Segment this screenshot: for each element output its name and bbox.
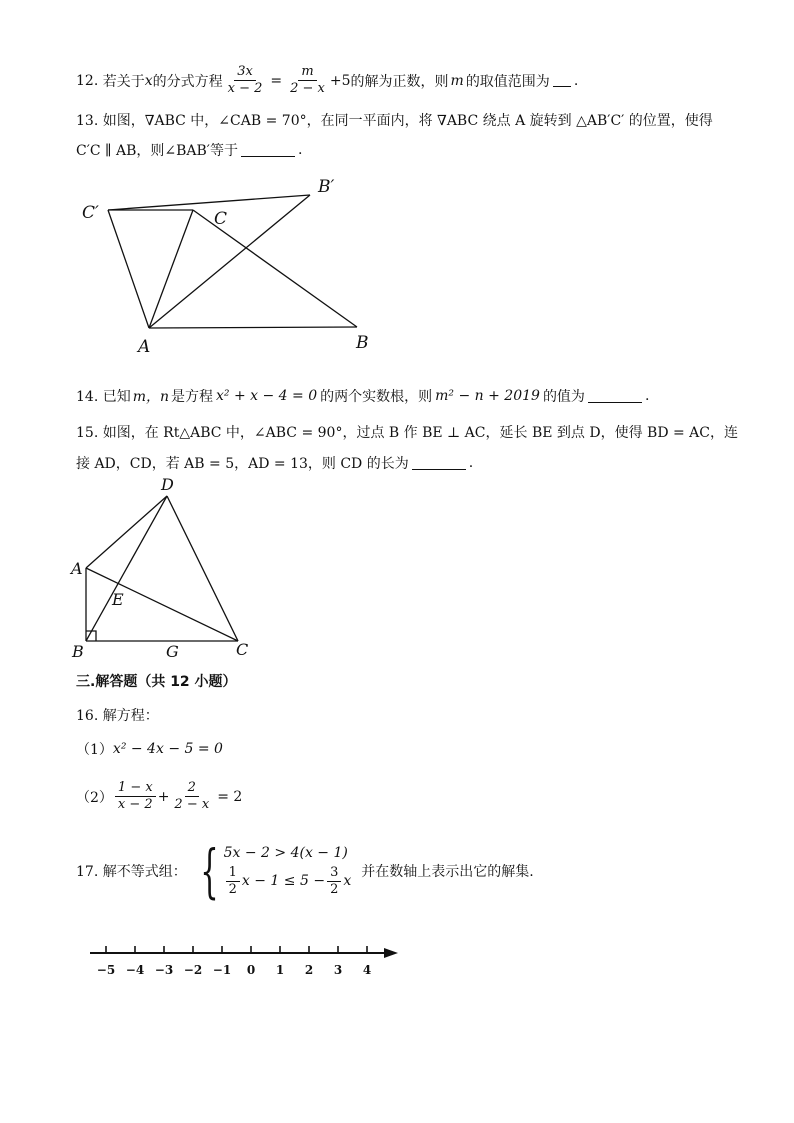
segment-cprime-bprime	[108, 195, 310, 210]
question-12	[76, 64, 578, 97]
segment-a-b	[149, 327, 357, 328]
brace-icon: {	[199, 837, 219, 905]
figure-15	[66, 474, 266, 664]
q16-p1-label: （1）	[76, 742, 113, 758]
q17-row2-f2-num: 3	[327, 865, 341, 882]
q12-var-m: m	[450, 72, 464, 89]
tick-label: −3	[154, 963, 174, 977]
q16-p2-f2-num: 2	[185, 780, 199, 797]
q17-row2-fraction-2	[327, 865, 341, 898]
segment-cprime-a	[108, 210, 149, 328]
q17-row2-mid: x − 1 ≤ 5 −	[241, 873, 326, 889]
q17-inequality-system	[191, 837, 352, 905]
q17-row2-fraction-1	[226, 865, 240, 898]
question-16	[76, 705, 159, 725]
q17-row-2	[224, 865, 352, 898]
tick-label: −4	[125, 963, 145, 977]
q12-plus5: +5	[329, 72, 351, 89]
section-3-title: 三.解答题（共 12 小题）	[76, 674, 237, 690]
label-e: E	[112, 590, 124, 609]
tick-label: −2	[183, 963, 203, 977]
q14-text-d: 的值为	[542, 389, 585, 405]
tick-label: −1	[212, 963, 232, 977]
q12-var-x: x	[144, 72, 153, 89]
q14-end: .	[644, 388, 650, 404]
q17-row2-end: x	[343, 873, 352, 889]
label-c: C	[236, 640, 249, 659]
question-14	[76, 386, 649, 406]
segment-a-d	[86, 496, 167, 568]
q17-label: 17. 解不等式组：	[76, 864, 187, 880]
q17-row2-f1-num: 1	[226, 865, 240, 882]
q12-answer-blank[interactable]	[553, 74, 571, 87]
q17-row2-f2-den: 2	[330, 881, 339, 897]
q16-p2-fraction-1	[115, 780, 156, 813]
question-15-line-2	[76, 453, 473, 473]
q12-fraction-2	[287, 64, 328, 97]
q12-end: .	[573, 72, 579, 89]
q16-p2-plus: +	[157, 788, 170, 805]
q17-text-post: 并在数轴上表示出它的解集.	[361, 864, 534, 880]
q12-text-pre: 若关于	[102, 73, 145, 90]
label-c: C	[214, 209, 228, 229]
label-g: G	[166, 642, 179, 661]
q12-fraction-1	[225, 64, 266, 97]
label-a: A	[71, 559, 83, 578]
tick-label: 1	[275, 963, 285, 977]
tick-label: 3	[333, 963, 343, 977]
q17-row-1: 5x − 2 > 4(x − 1)	[223, 844, 348, 861]
q16-p2-label: （2）	[76, 789, 113, 806]
figure-13	[70, 170, 390, 360]
q13-end: .	[297, 142, 303, 158]
q12-frac1-den: x − 2	[227, 81, 263, 96]
q16-p2-f2-den: 2 − x	[174, 797, 210, 812]
q13-answer-blank[interactable]	[241, 144, 295, 157]
arrow-right-icon	[384, 948, 398, 958]
question-13-line-1	[76, 110, 713, 130]
q14-text-a: 14. 已知	[76, 389, 131, 405]
label-b: B	[72, 642, 84, 661]
q12-text-tail: 的取值范围为	[465, 73, 550, 90]
number-line	[86, 938, 406, 982]
segment-b-d	[86, 496, 167, 641]
tick-label: 0	[246, 963, 256, 977]
q16-title: 16. 解方程：	[76, 708, 159, 724]
q15-answer-blank[interactable]	[412, 457, 466, 470]
q14-expression: m² − n + 2019	[435, 388, 540, 404]
tick-label: 2	[304, 963, 314, 977]
q16-part-2	[76, 780, 242, 813]
q14-text-b: 是方程	[171, 389, 214, 405]
q16-p2-f1-num: 1 − x	[115, 780, 156, 797]
label-a: A	[138, 337, 151, 357]
q13-text-1: 13. 如图，∇ABC 中，∠CAB = 70°，在同一平面内，将 ∇ABC 绕点 A 旋转到 △AB′C′ 的位置，使得	[76, 113, 713, 129]
label-d: D	[161, 475, 174, 494]
q15-text-2: 接 AD，CD，若 AB = 5，AD = 13，则 CD 的长为	[76, 456, 409, 472]
q16-p2-fraction-2	[171, 780, 212, 813]
q16-part-1	[76, 739, 223, 759]
q14-answer-blank[interactable]	[588, 390, 642, 403]
q17-system-rows	[224, 842, 352, 900]
q16-p1-equation: x² − 4x − 5 = 0	[112, 741, 223, 757]
q12-text-post: 的解为正数，则	[350, 73, 449, 90]
q12-equals: =	[270, 72, 283, 89]
segment-a-c	[86, 568, 238, 641]
question-17	[76, 837, 534, 905]
q12-frac2-den: 2 − x	[290, 81, 325, 96]
q15-text-1: 15. 如图，在 Rt△ABC 中，∠ABC = 90°，过点 B 作 BE ⊥ AC，延长 BE 到点 D，使得 BD = AC，连	[76, 425, 738, 441]
q17-row2-f1-den: 2	[228, 881, 237, 897]
tick-label: 4	[362, 963, 372, 977]
label-b-prime: B′	[318, 177, 335, 197]
q16-p2-rhs: = 2	[217, 788, 243, 805]
label-c-prime: C′	[82, 203, 99, 223]
number-line-ticks	[97, 946, 371, 977]
q12-number: 12.	[76, 72, 99, 89]
q13-text-2: C′C ∥ AB，则∠BAB′等于	[76, 143, 238, 159]
q14-equation: x² + x − 4 = 0	[216, 388, 318, 404]
q15-end: .	[468, 455, 474, 471]
tick-label: −5	[96, 963, 116, 977]
q12-text-mid: 的分式方程	[152, 73, 223, 90]
q14-var-mn: m，n	[132, 389, 170, 405]
section-3-heading	[76, 671, 237, 691]
q14-text-c: 的两个实数根，则	[320, 389, 433, 405]
q12-frac2-num: m	[298, 64, 316, 81]
label-b: B	[356, 333, 369, 353]
q12-frac1-num: 3x	[234, 64, 256, 81]
segment-d-c	[167, 496, 238, 641]
question-13-line-2	[76, 140, 302, 160]
q16-p2-f1-den: x − 2	[117, 797, 153, 812]
question-15-line-1	[76, 422, 738, 442]
